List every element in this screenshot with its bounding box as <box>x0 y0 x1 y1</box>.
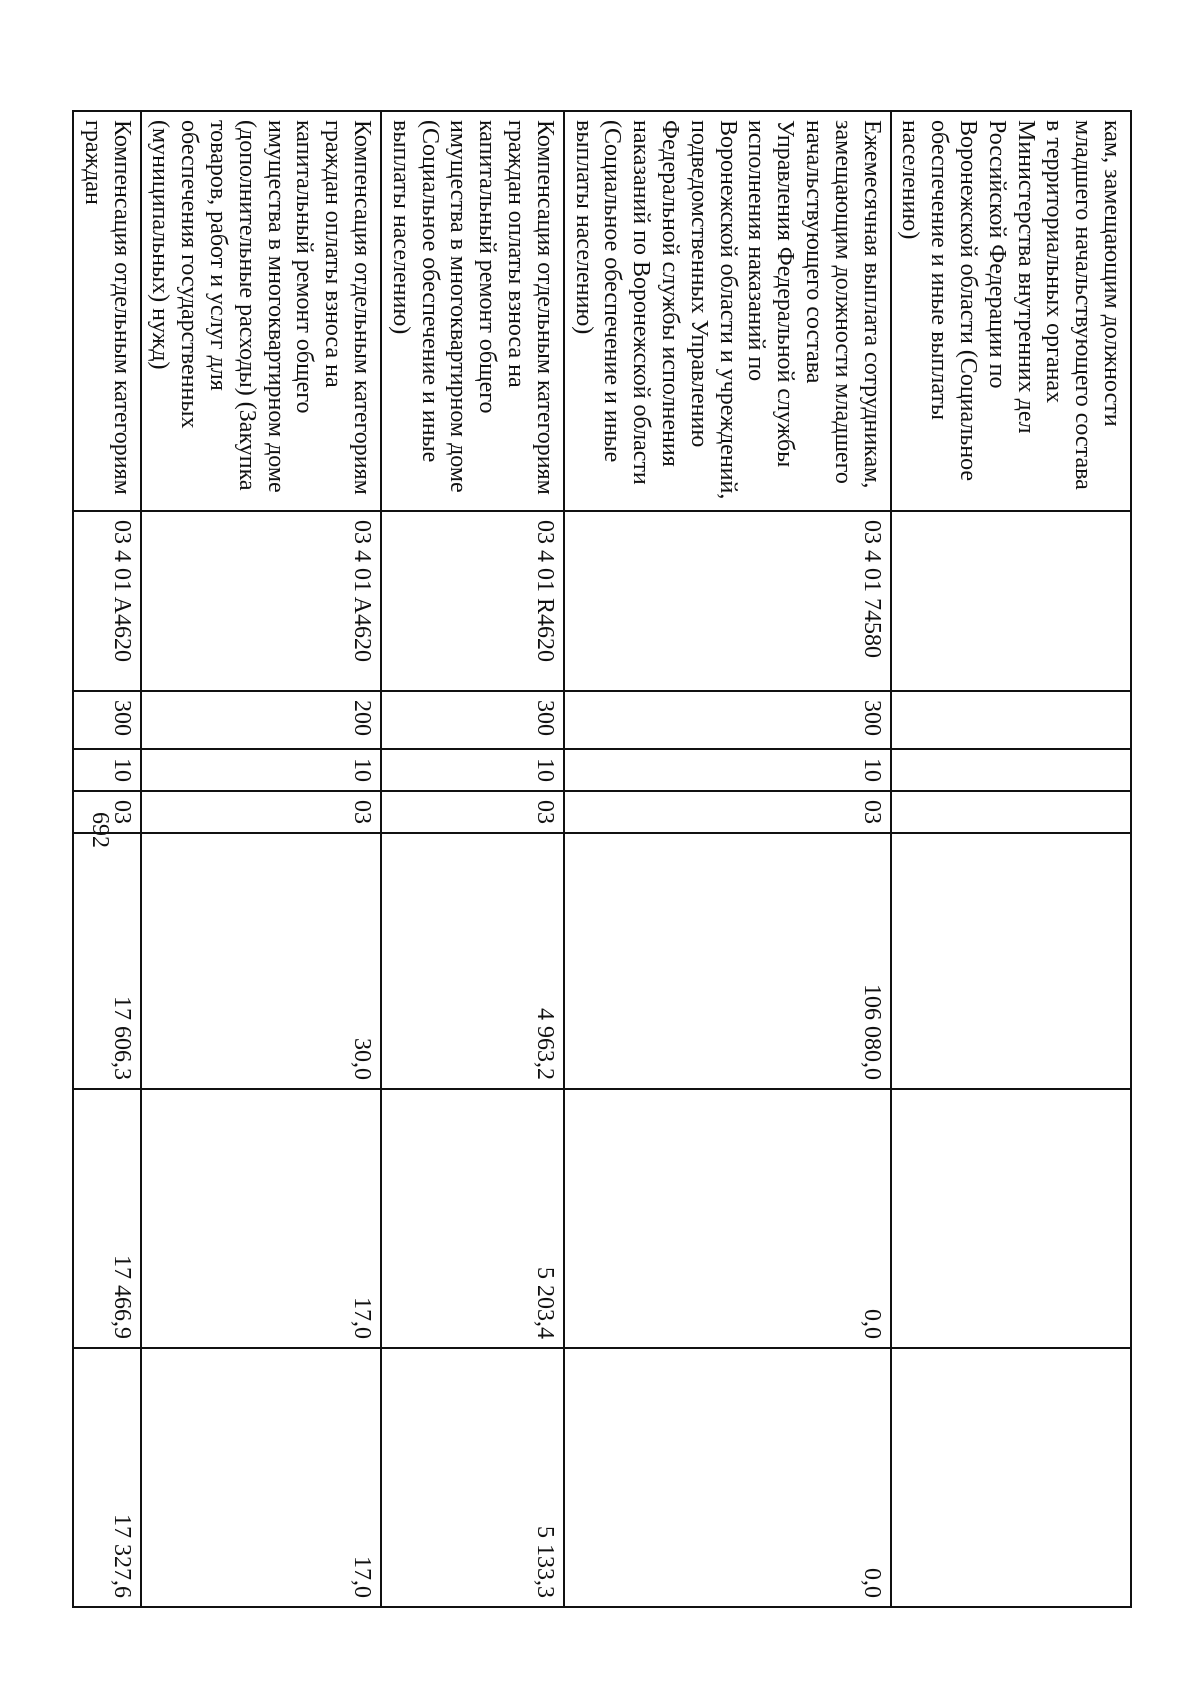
row-name: Ежемесячная выплата сотрудникам, замещающим должности младшего начальствующего состава Управления Федеральной службы исполнения наказаний по Воронежской области и учреждений, подведомственных Управлению Федеральной службы исполнения наказаний по Воронежской области (Социальное обеспечение и иные выплаты населению) <box>564 111 891 511</box>
row-csr-code: 03 4 01 R4620 <box>381 511 564 691</box>
row-value-3: 5 133,3 <box>381 1348 564 1607</box>
row-name: Компенсация отдельным категориям граждан оплаты взноса на капитальный ремонт общего имущества в многоквартирном доме (дополнительные расходы) (Закупка товаров, работ и услуг для обеспечения государственных (муниципальных) нужд) <box>141 111 381 511</box>
table-row <box>381 111 564 1607</box>
row-value-3 <box>891 1348 1131 1607</box>
table-row <box>73 111 141 1607</box>
row-pr-code: 03 <box>141 791 381 833</box>
row-value-2: 5 203,4 <box>381 1089 564 1348</box>
row-value-2: 17,0 <box>141 1089 381 1348</box>
row-vr-code <box>891 691 1131 749</box>
row-value-1: 4 963,2 <box>381 833 564 1089</box>
row-rz-code: 10 <box>141 749 381 791</box>
row-rz-code: 10 <box>381 749 564 791</box>
row-vr-code: 300 <box>564 691 891 749</box>
row-name: Компенсация отдельным категориям граждан <box>73 111 141 511</box>
row-pr-code: 03 <box>564 791 891 833</box>
row-csr-code: 03 4 01 74580 <box>564 511 891 691</box>
table-row <box>891 111 1131 1607</box>
row-name: кам, замещающим должности младшего начальствующего состава в территориальных органах Министерства внутренних дел Российской Федерации по Воронежской области (Социальное обеспечение и иные выплаты населению) <box>891 111 1131 511</box>
row-vr-code: 300 <box>73 691 141 749</box>
table-row <box>141 111 381 1607</box>
row-vr-code: 300 <box>381 691 564 749</box>
row-value-1: 17 606,3 <box>73 833 141 1089</box>
row-value-3: 17,0 <box>141 1348 381 1607</box>
row-rz-code: 10 <box>73 749 141 791</box>
row-csr-code: 03 4 01 A4620 <box>141 511 381 691</box>
row-value-1: 106 080,0 <box>564 833 891 1089</box>
row-value-3: 0,0 <box>564 1348 891 1607</box>
row-pr-code: 03 <box>381 791 564 833</box>
row-rz-code: 10 <box>564 749 891 791</box>
row-pr-code: 03 <box>73 791 141 833</box>
table-row <box>564 111 891 1607</box>
budget-table <box>72 110 1132 1608</box>
row-value-2 <box>891 1089 1131 1348</box>
row-csr-code <box>891 511 1131 691</box>
row-value-1 <box>891 833 1131 1089</box>
page-number: 692 <box>87 812 113 848</box>
row-value-3: 17 327,6 <box>73 1348 141 1607</box>
row-name: Компенсация отдельным категориям граждан оплаты взноса на капитальный ремонт общего имущества в многоквартирном доме (Социальное обеспечение и иные выплаты населению) <box>381 111 564 511</box>
row-rz-code <box>891 749 1131 791</box>
row-value-2: 0,0 <box>564 1089 891 1348</box>
row-vr-code: 200 <box>141 691 381 749</box>
row-pr-code <box>891 791 1131 833</box>
row-csr-code: 03 4 01 A4620 <box>73 511 141 691</box>
row-value-1: 30,0 <box>141 833 381 1089</box>
row-value-2: 17 466,9 <box>73 1089 141 1348</box>
